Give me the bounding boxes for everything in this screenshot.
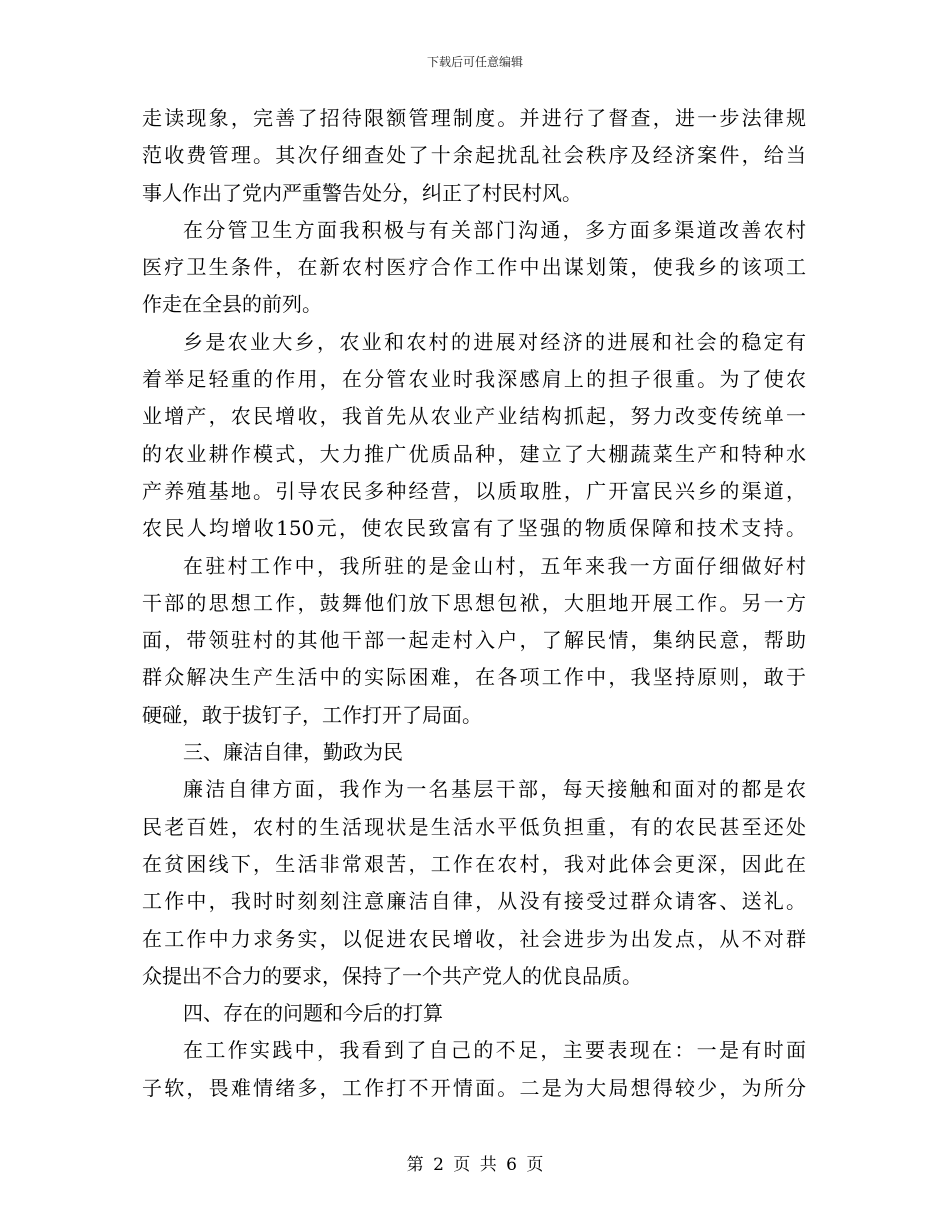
text-line: 在分管卫生方面我积极与有关部门沟通，多方面多渠道改善农村 [183, 217, 806, 242]
text-line: 事人作出了党内严重警告处分，纠正了村民村风。 [142, 180, 582, 205]
text-line: 众提出不合力的要求，保持了一个共产党人的优良品质。 [142, 963, 642, 988]
text-line: 三、廉洁自律，勤政为民 [183, 740, 403, 765]
text-line: 民老百姓，农村的生活现状是生活水平低负担重，有的农民甚至还处 [142, 814, 806, 839]
text-line: 乡是农业大乡，农业和农村的进展对经济的进展和社会的稳定有 [183, 329, 806, 354]
text-line: 廉洁自律方面，我作为一名基层干部，每天接触和面对的都是农 [183, 777, 806, 802]
text-line: 群众解决生产生活中的实际困难，在各项工作中，我坚持原则，敢于 [142, 665, 806, 690]
text-line: 四、存在的问题和今后的打算 [183, 1001, 443, 1026]
page-number: 第 2 页 共 6 页 [406, 1155, 544, 1175]
text-line: 的农业耕作模式，大力推广优质品种，建立了大棚蔬菜生产和特种水 [142, 441, 806, 466]
text-line: 硬碰，敢于拔钉子，工作打开了局面。 [142, 702, 482, 727]
text-line: 走读现象，完善了招待限额管理制度。并进行了督查，进一步法律规 [142, 106, 806, 130]
text-line: 产养殖基地。引导农民多种经营，以质取胜，广开富民兴乡的渠道， [142, 478, 806, 503]
text-line: 农民人均增收150元，使农民致富有了坚强的物质保障和技术支持。 [142, 516, 806, 541]
text-line: 工作中，我时时刻刻注意廉洁自律，从没有接受过群众请客、送礼。 [142, 889, 806, 914]
text-line: 在驻村工作中，我所驻的是金山村，五年来我一方面仔细做好村 [183, 553, 806, 578]
text-line: 面，带领驻村的其他干部一起走村入户，了解民情，集纳民意，帮助 [142, 628, 806, 653]
text-line: 在工作中力求务实，以促进农民增收，社会进步为出发点，从不对群 [142, 926, 806, 951]
text-line: 作走在全县的前列。 [142, 292, 322, 317]
text-line: 医疗卫生条件，在新农村医疗合作工作中出谋划策，使我乡的该项工 [142, 255, 806, 280]
text-line: 干部的思想工作，鼓舞他们放下思想包袱，大胆地开展工作。另一方 [142, 590, 806, 615]
page-header-note: 下载后可任意编辑 [426, 55, 523, 69]
text-line: 范收费管理。其次仔细查处了十余起扰乱社会秩序及经济案件，给当 [142, 143, 806, 168]
document-body [142, 100, 806, 1107]
text-line: 在工作实践中，我看到了自己的不足，主要表现在：一是有时面 [183, 1038, 806, 1063]
text-line: 在贫困线下，生活非常艰苦，工作在农村，我对此体会更深，因此在 [142, 851, 806, 876]
text-line: 业增产，农民增收，我首先从农业产业结构抓起，努力改变传统单一 [142, 404, 806, 429]
text-line: 着举足轻重的作用，在分管农业时我深感肩上的担子很重。为了使农 [142, 367, 806, 392]
text-line: 子软，畏难情绪多，工作打不开情面。二是为大局想得较少，为所分 [142, 1075, 806, 1100]
